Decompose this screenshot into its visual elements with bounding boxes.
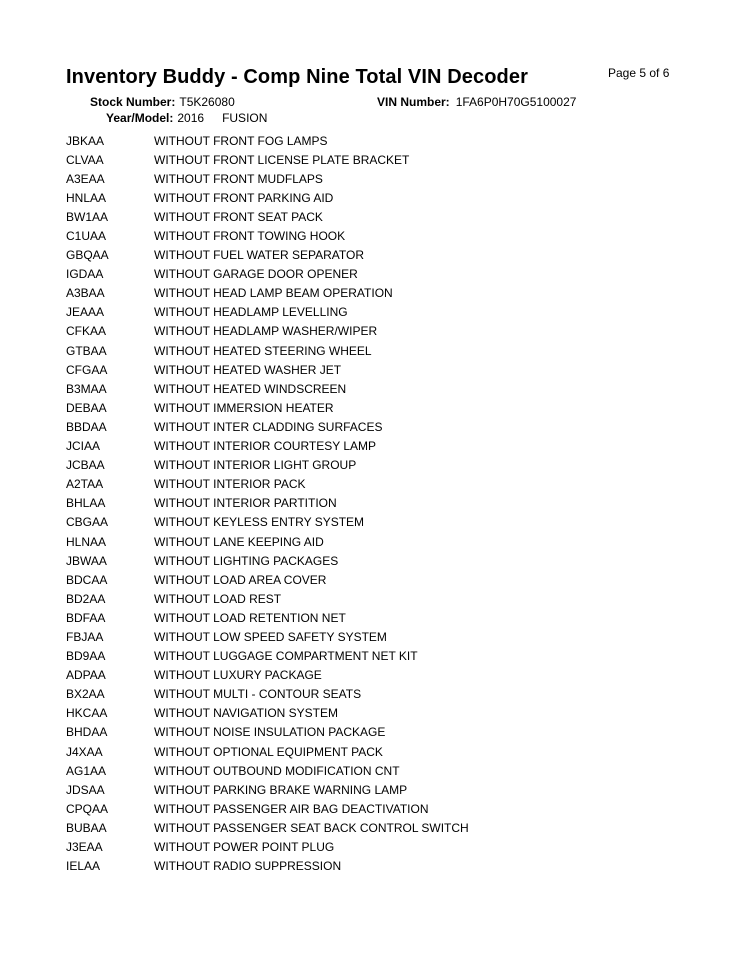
option-code: BDFAA <box>66 610 106 625</box>
option-code: JCIAA <box>66 439 101 454</box>
option-row <box>66 818 469 837</box>
option-row <box>66 589 469 608</box>
option-code: AG1AA <box>66 763 107 778</box>
option-code: GBQAA <box>66 248 109 263</box>
option-code: DEBAA <box>66 400 107 415</box>
option-code: HKCAA <box>66 706 108 721</box>
option-row <box>66 513 469 532</box>
option-row <box>66 150 469 169</box>
option-row <box>66 246 469 265</box>
option-code: B3MAA <box>66 381 107 396</box>
option-description: WITHOUT IMMERSION HEATER <box>154 400 334 415</box>
option-row <box>66 417 469 436</box>
option-row <box>66 284 469 303</box>
option-code: HLNAA <box>66 534 107 549</box>
option-row <box>66 742 469 761</box>
option-description: WITHOUT PASSENGER AIR BAG DEACTIVATION <box>154 801 429 816</box>
option-code: FBJAA <box>66 629 104 644</box>
option-description: WITHOUT FRONT TOWING HOOK <box>154 229 346 244</box>
option-description: WITHOUT RADIO SUPPRESSION <box>154 859 342 874</box>
option-code: HNLAA <box>66 190 107 205</box>
option-code: IELAA <box>66 859 101 874</box>
option-code: A2TAA <box>66 477 104 492</box>
option-row <box>66 761 469 780</box>
option-description: WITHOUT FRONT MUDFLAPS <box>154 171 323 186</box>
option-code: JEAAA <box>66 305 105 320</box>
option-code: C1UAA <box>66 229 107 244</box>
option-code: A3EAA <box>66 171 105 186</box>
option-description: WITHOUT HEATED WASHER JET <box>154 362 342 377</box>
option-description: WITHOUT LOAD RETENTION NET <box>154 610 346 625</box>
option-code: BW1AA <box>66 209 109 224</box>
option-code: CBGAA <box>66 515 109 530</box>
option-code: JDSAA <box>66 782 105 797</box>
option-row <box>66 341 469 360</box>
option-code: J4XAA <box>66 744 103 759</box>
option-row <box>66 494 469 513</box>
option-description: WITHOUT NAVIGATION SYSTEM <box>154 706 339 721</box>
option-row <box>66 188 469 207</box>
option-row <box>66 647 469 666</box>
option-row <box>66 265 469 284</box>
option-row <box>66 666 469 685</box>
option-description: WITHOUT INTERIOR PACK <box>154 477 306 492</box>
page-number: Page 5 of 6 <box>608 66 670 80</box>
stock-number-label: Stock Number: <box>90 95 176 109</box>
option-description: WITHOUT POWER POINT PLUG <box>154 840 335 855</box>
option-description: WITHOUT LUXURY PACKAGE <box>154 668 322 683</box>
option-row <box>66 131 469 150</box>
option-row <box>66 303 469 322</box>
option-code: CPQAA <box>66 801 109 816</box>
option-description: WITHOUT INTER CLADDING SURFACES <box>154 419 383 434</box>
option-row <box>66 551 469 570</box>
option-description: WITHOUT GARAGE DOOR OPENER <box>154 267 358 282</box>
option-row <box>66 857 469 876</box>
option-code: A3BAA <box>66 286 105 301</box>
stock-number-field <box>90 95 235 109</box>
year-model-label: Year/Model: <box>106 111 174 125</box>
option-row <box>66 608 469 627</box>
option-row <box>66 437 469 456</box>
option-code: JBKAA <box>66 133 105 148</box>
option-description: WITHOUT INTERIOR COURTESY LAMP <box>154 439 377 454</box>
option-description: WITHOUT INTERIOR PARTITION <box>154 496 337 511</box>
option-code: CLVAA <box>66 152 104 167</box>
vin-number-field <box>377 95 576 109</box>
option-row <box>66 780 469 799</box>
option-row <box>66 837 469 856</box>
option-row <box>66 322 469 341</box>
option-description: WITHOUT LIGHTING PACKAGES <box>154 553 339 568</box>
option-row <box>66 627 469 646</box>
option-description: WITHOUT HEATED STEERING WHEEL <box>154 343 372 358</box>
option-description: WITHOUT KEYLESS ENTRY SYSTEM <box>154 515 365 530</box>
option-description: WITHOUT FRONT SEAT PACK <box>154 209 323 224</box>
option-code: JCBAA <box>66 458 105 473</box>
option-code: BD9AA <box>66 649 106 664</box>
option-row <box>66 226 469 245</box>
option-row <box>66 360 469 379</box>
option-code: BD2AA <box>66 591 106 606</box>
option-code: JBWAA <box>66 553 107 568</box>
option-code: GTBAA <box>66 343 107 358</box>
option-row <box>66 475 469 494</box>
option-row <box>66 799 469 818</box>
option-description: WITHOUT FRONT LICENSE PLATE BRACKET <box>154 152 410 167</box>
stock-number-value: T5K26080 <box>179 95 235 109</box>
option-row <box>66 207 469 226</box>
option-description: WITHOUT HEADLAMP WASHER/WIPER <box>154 324 378 339</box>
year-value: 2016 <box>177 111 205 125</box>
model-value: FUSION <box>222 111 268 125</box>
option-description: WITHOUT FRONT FOG LAMPS <box>154 133 328 148</box>
option-description: WITHOUT LOW SPEED SAFETY SYSTEM <box>154 629 387 644</box>
option-code: ADPAA <box>66 668 106 683</box>
option-description: WITHOUT PASSENGER SEAT BACK CONTROL SWITCH <box>154 820 469 835</box>
option-code: BHLAA <box>66 496 106 511</box>
option-row <box>66 379 469 398</box>
year-model-field <box>106 111 267 125</box>
option-row <box>66 532 469 551</box>
option-description: WITHOUT OUTBOUND MODIFICATION CNT <box>154 763 400 778</box>
option-row <box>66 704 469 723</box>
option-code: CFGAA <box>66 362 108 377</box>
option-row <box>66 570 469 589</box>
option-description: WITHOUT PARKING BRAKE WARNING LAMP <box>154 782 408 797</box>
option-description: WITHOUT OPTIONAL EQUIPMENT PACK <box>154 744 383 759</box>
option-row <box>66 685 469 704</box>
option-code: J3EAA <box>66 840 103 855</box>
option-description: WITHOUT FUEL WATER SEPARATOR <box>154 248 365 263</box>
option-row <box>66 398 469 417</box>
option-code: IGDAA <box>66 267 104 282</box>
option-description: WITHOUT HEATED WINDSCREEN <box>154 381 347 396</box>
option-code: CFKAA <box>66 324 107 339</box>
option-description: WITHOUT MULTI - CONTOUR SEATS <box>154 687 362 702</box>
option-row <box>66 456 469 475</box>
vin-number-label: VIN Number: <box>377 95 450 109</box>
option-description: WITHOUT LUGGAGE COMPARTMENT NET KIT <box>154 649 418 664</box>
option-code: BBDAA <box>66 419 107 434</box>
option-description: WITHOUT HEADLAMP LEVELLING <box>154 305 348 320</box>
option-description: WITHOUT LOAD REST <box>154 591 282 606</box>
option-code: BDCAA <box>66 572 108 587</box>
vin-number-value: 1FA6P0H70G5100027 <box>455 95 577 109</box>
option-code: BHDAA <box>66 725 108 740</box>
option-code: BX2AA <box>66 687 105 702</box>
option-code-list <box>66 131 469 876</box>
option-description: WITHOUT LOAD AREA COVER <box>154 572 327 587</box>
option-description: WITHOUT LANE KEEPING AID <box>154 534 324 549</box>
option-description: WITHOUT HEAD LAMP BEAM OPERATION <box>154 286 393 301</box>
page-title: Inventory Buddy - Comp Nine Total VIN Decoder <box>66 66 528 88</box>
option-description: WITHOUT NOISE INSULATION PACKAGE <box>154 725 386 740</box>
option-row <box>66 169 469 188</box>
option-description: WITHOUT INTERIOR LIGHT GROUP <box>154 458 357 473</box>
option-row <box>66 723 469 742</box>
option-description: WITHOUT FRONT PARKING AID <box>154 190 334 205</box>
option-code: BUBAA <box>66 820 107 835</box>
